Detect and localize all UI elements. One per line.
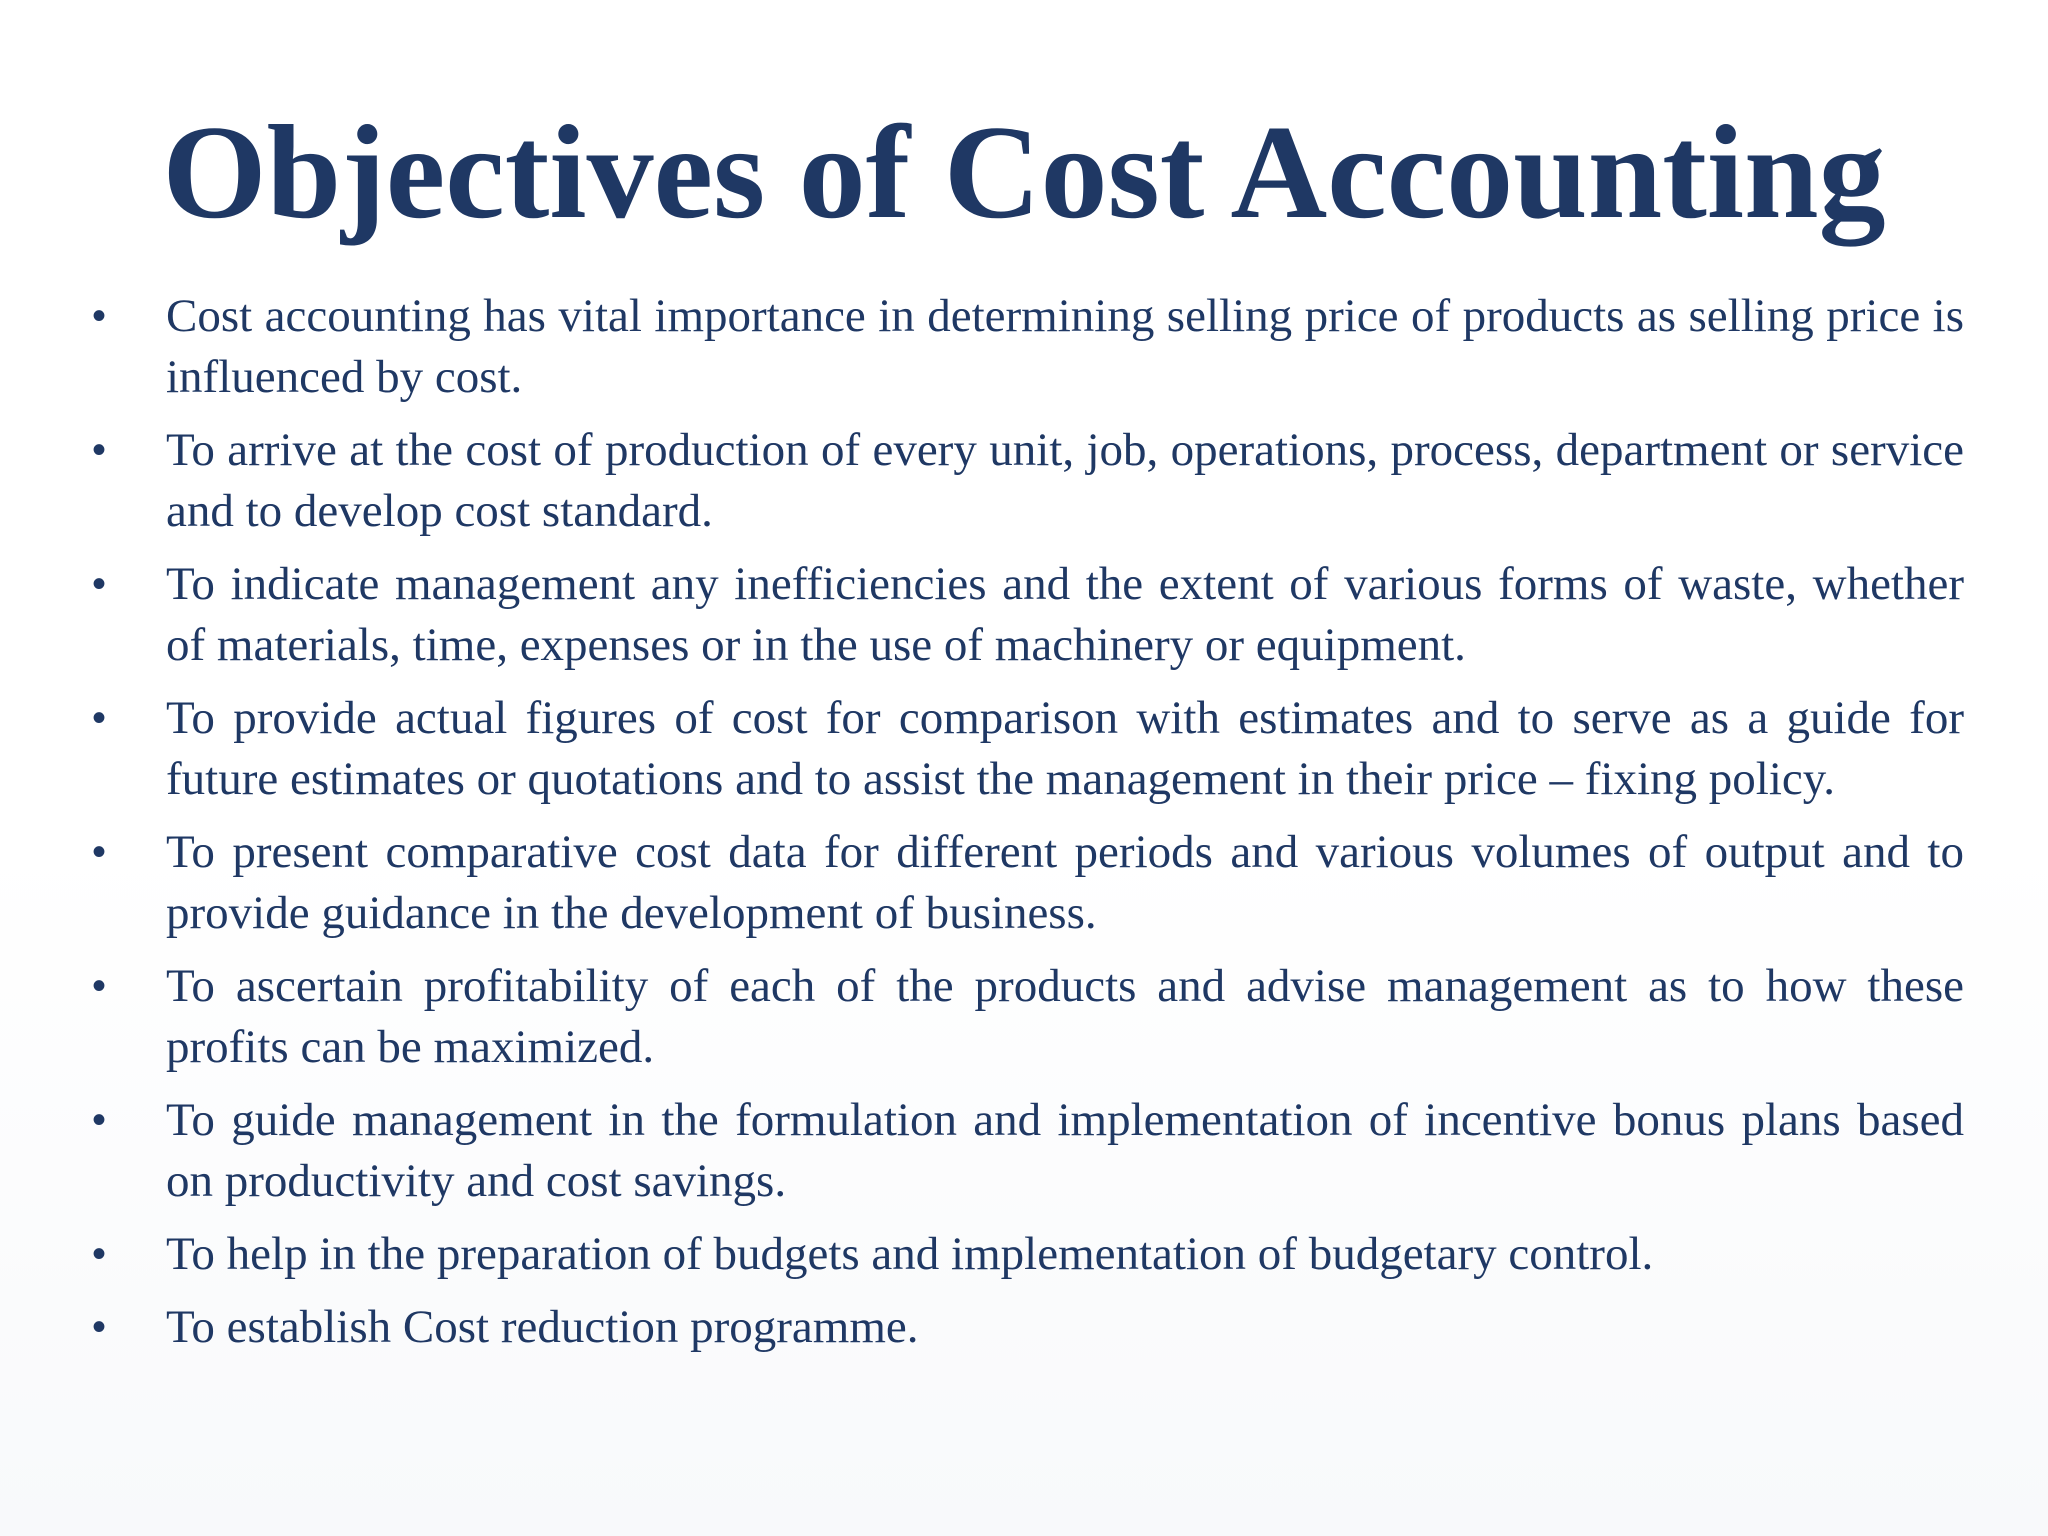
bullet-icon: • [91,294,106,338]
list-item [84,956,1964,1078]
list-item [84,688,1964,810]
list-item [84,1297,1964,1358]
list-item [84,1224,1964,1285]
list-item-text: To present comparative cost data for different periods and various volumes of output and to provide guidance in the development of business. [166,826,1964,939]
list-item [84,286,1964,408]
list-item-text: To arrive at the cost of production of every unit, job, operations, process, department or service and to develop cost standard. [166,424,1964,537]
list-item-text: To indicate management any inefficiencies and the extent of various forms of waste, whether of materials, time, expenses or in the use of machinery or equipment. [166,558,1964,671]
bullet-icon: • [91,696,106,740]
bullet-icon: • [91,1232,106,1276]
list-item [84,420,1964,542]
list-item-text: To help in the preparation of budgets and implementation of budgetary control. [166,1228,1654,1280]
bullet-icon: • [91,428,106,472]
list-item-text: To ascertain profitability of each of the products and advise management as to how these profits can be maximized. [166,960,1964,1073]
bullet-icon: • [91,964,106,1008]
slide-title: Objectives of Cost Accounting [162,98,1886,246]
objectives-list [84,286,1964,1370]
bullet-icon: • [91,1098,106,1142]
bullet-icon: • [91,830,106,874]
list-item [84,822,1964,944]
list-item-text: To establish Cost reduction programme. [166,1301,919,1353]
list-item-text: Cost accounting has vital importance in determining selling price of products as selling price is influenced by cost. [166,290,1964,403]
list-item-text: To guide management in the formulation and implementation of incentive bonus plans based on productivity and cost savings. [166,1094,1964,1207]
bullet-icon: • [91,562,106,606]
list-item [84,554,1964,676]
list-item-text: To provide actual figures of cost for comparison with estimates and to serve as a guide for future estimates or quotations and to assist the management in their price – fixing policy. [166,692,1964,805]
bullet-icon: • [91,1305,106,1349]
list-item [84,1090,1964,1212]
